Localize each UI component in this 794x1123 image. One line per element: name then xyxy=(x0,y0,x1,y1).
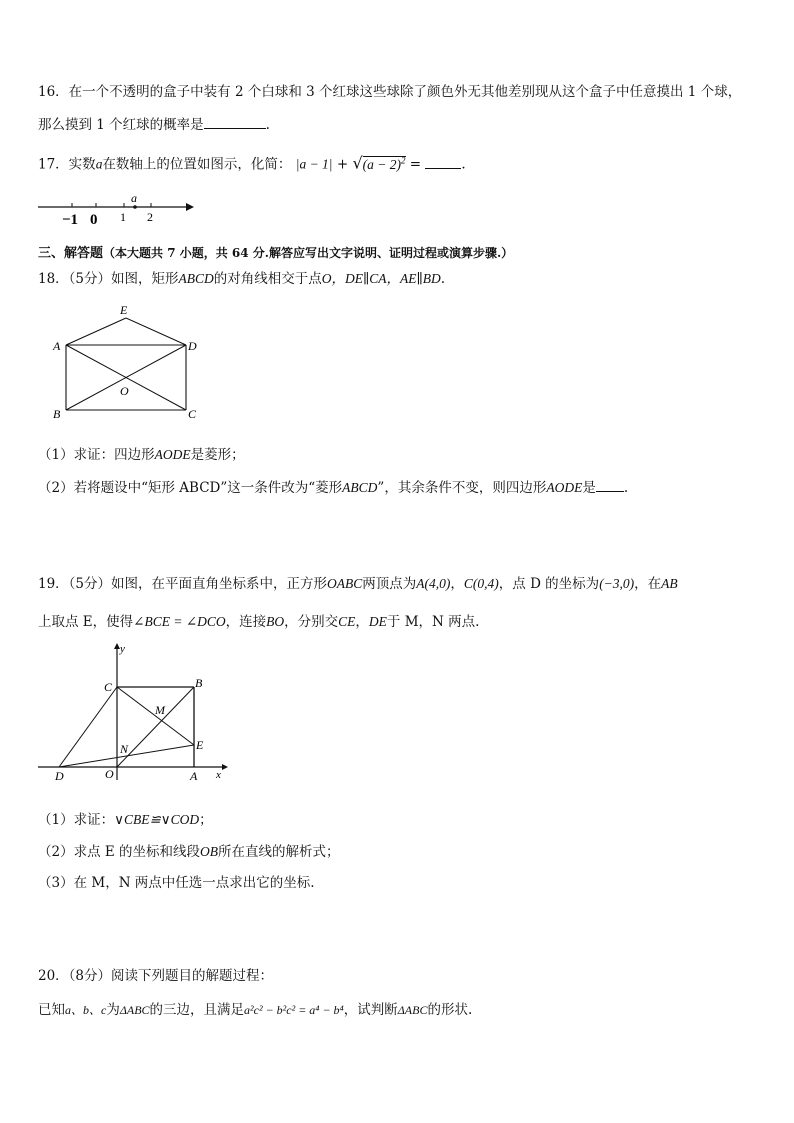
q18-part1-suffix: 是菱形； xyxy=(190,447,245,463)
answer-blank xyxy=(425,155,461,169)
point-a-label: a xyxy=(131,191,137,205)
q17-plus: + xyxy=(336,156,349,173)
label-A: A xyxy=(190,769,198,783)
tick-label-2: 2 xyxy=(147,210,153,224)
q19-coordinate-figure xyxy=(36,640,236,785)
q18-figure xyxy=(48,300,208,425)
q18-conds: O，DE∥CA，AE∥BD xyxy=(321,271,441,286)
q18-end: . xyxy=(440,271,446,287)
q20-sides: a、b、c xyxy=(65,1003,107,1017)
q18-part2-end: . xyxy=(623,480,629,496)
q19-part2 xyxy=(38,843,340,861)
q18-stem xyxy=(38,270,445,288)
q19-stem2-end: 于 M，N 两点. xyxy=(386,614,480,630)
q19-stem2-mid2: ，分别交 xyxy=(284,614,339,630)
q19-C-coord: C(0,4) xyxy=(463,576,499,591)
q20-stem: 20．（8分）阅读下列题目的解题过程： xyxy=(38,968,274,984)
sqrt-sign: √ xyxy=(352,153,363,173)
q16-period: . xyxy=(265,117,270,133)
q19-square: OABC xyxy=(327,576,363,591)
q19-stem-line2 xyxy=(38,613,479,631)
q17-period: . xyxy=(461,156,466,173)
q16-line2 xyxy=(38,115,270,134)
tick-label-minus1: −1 xyxy=(62,212,79,228)
q17-sqrt-base: (a − 2) xyxy=(362,156,401,172)
q19-part2-suffix: 所在直线的解析式； xyxy=(218,844,340,860)
label-N: N xyxy=(120,742,129,756)
label-D: D xyxy=(55,769,64,783)
label-A: A xyxy=(53,339,61,353)
q19-part3: （3）在 M，N 两点中任选一点求出它的坐标. xyxy=(38,875,315,891)
q19-part1-prefix: （1）求证： xyxy=(38,812,115,828)
q20-mid: 的三边，且满足 xyxy=(149,1002,245,1018)
section-title: 三、解答题 xyxy=(38,246,104,261)
q20-end: 的形状. xyxy=(427,1002,473,1018)
label-y: y xyxy=(120,643,125,655)
q19-prefix: 19．（5分）如图，在平面直角坐标系中，正方形 xyxy=(38,576,328,592)
label-C: C xyxy=(188,407,197,421)
q19-stem-line1 xyxy=(38,575,678,593)
label-B: B xyxy=(53,407,61,421)
q19-part1-expr: ∨CBE≌∨COD xyxy=(114,812,200,827)
q18-part2-mid: ”，其余条件不变，则四边形 xyxy=(377,480,547,496)
q18-part1 xyxy=(38,446,245,464)
q19-CE: CE xyxy=(338,614,356,629)
q19-D-coord: (−3,0) xyxy=(599,576,635,591)
q19-part1-suffix: ； xyxy=(199,812,213,828)
arrow-head-icon xyxy=(186,203,194,211)
point-a xyxy=(133,205,137,209)
label-E: E xyxy=(196,738,204,752)
section-heading xyxy=(38,244,513,263)
q19-BO: BO xyxy=(266,614,285,629)
q20-triangle2: ΔABC xyxy=(397,1003,428,1017)
number-line-figure xyxy=(34,190,199,228)
q19-mid1: 两顶点为 xyxy=(362,576,417,592)
q17-var: a xyxy=(95,156,103,172)
q18-part2-quad: AODE xyxy=(546,480,583,495)
q19-part1 xyxy=(38,811,213,829)
q18-rect: ABCD xyxy=(178,271,214,286)
q20-line2 xyxy=(38,1001,472,1019)
label-D: D xyxy=(188,339,197,353)
q20-mid2: ，试判断 xyxy=(343,1002,398,1018)
q19-A-coord: A(4,0) xyxy=(416,576,451,591)
q18-part2-prefix: （2）若将题设中“矩形 ABCD”这一条件改为“菱形 xyxy=(38,480,343,496)
q17-eq: = xyxy=(409,156,422,173)
q20-equation: a²c² − b²c² = a⁴ − b⁴ xyxy=(244,1003,344,1017)
answer-blank xyxy=(204,115,266,129)
answer-blank xyxy=(596,478,624,492)
q19-DE: DE xyxy=(368,614,387,629)
q18-part2-rhombus: ABCD xyxy=(342,480,378,495)
q17-middle: 在数轴上的位置如图示，化简： xyxy=(102,156,292,173)
q17-abs-expr: |a − 1| xyxy=(295,156,333,172)
q19-part2-prefix: （2）求点 E 的坐标和线段 xyxy=(38,844,201,860)
q18-part1-quad: AODE xyxy=(154,447,191,462)
q19-mid3: ，在 xyxy=(634,576,662,592)
q19-stem2-prefix: 上取点 E，使得 xyxy=(38,614,134,630)
q18-part1-prefix: （1）求证：四边形 xyxy=(38,447,155,463)
label-x: x xyxy=(216,769,221,781)
q20-wei: 为 xyxy=(106,1002,120,1018)
q19-AB: AB xyxy=(661,576,678,591)
label-O: O xyxy=(120,384,129,398)
q18-prefix: 18．（5分）如图，矩形 xyxy=(38,271,179,287)
q17-sqrt-expr xyxy=(363,156,406,172)
q17-prefix: 17．实数 xyxy=(38,156,96,173)
q19-sep: ， xyxy=(450,576,464,592)
q19-stem2-mid: ，连接 xyxy=(225,614,267,630)
label-C: C xyxy=(104,680,113,694)
label-E: E xyxy=(120,303,128,317)
q20-prefix: 已知 xyxy=(38,1002,65,1018)
q16-line2-text: 那么摸到 1 个红球的概率是 xyxy=(38,117,204,133)
q17-stem xyxy=(38,151,466,174)
q18-part2 xyxy=(38,478,628,497)
x-arrow-icon xyxy=(222,764,228,770)
q20-triangle: ΔABC xyxy=(119,1003,150,1017)
q19-stem2-sep: ， xyxy=(355,614,369,630)
q17-exponent: 2 xyxy=(401,155,406,165)
label-M: M xyxy=(155,703,165,717)
q18-part2-tail: 是 xyxy=(582,480,596,496)
label-O: O xyxy=(105,767,114,781)
tick-label-1: 1 xyxy=(120,210,126,224)
tick-label-0: 0 xyxy=(90,212,98,228)
q16-line1: 16．在一个不透明的盒子中装有 2 个白球和 3 个红球这些球除了颜色外无其他差别现从这个盒子中任意摸出 1 个球， xyxy=(38,84,742,100)
section-note: （本大题共 7 小题，共 64 分.解答应写出文字说明、证明过程或演算步骤.） xyxy=(103,246,514,260)
q19-part2-OB: OB xyxy=(200,844,219,859)
q18-mid: 的对角线相交于点 xyxy=(213,271,322,287)
q19-angle-eq: ∠BCE = ∠DCO xyxy=(133,614,226,629)
label-B: B xyxy=(195,676,203,690)
q19-mid2: ，点 D 的坐标为 xyxy=(498,576,600,592)
